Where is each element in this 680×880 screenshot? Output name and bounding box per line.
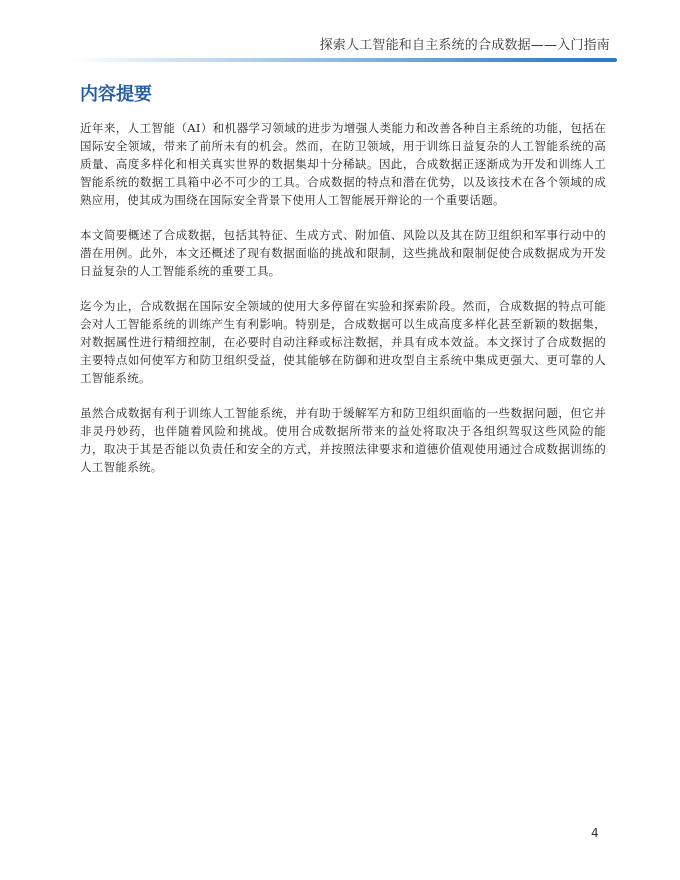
body-text xyxy=(80,119,606,493)
section-title: 内容提要 xyxy=(80,84,152,105)
page-number: 4 xyxy=(591,826,599,840)
paragraph: 本文简要概述了合成数据，包括其特征、生成方式、附加值、风险以及其在防卫组织和军事行动中的潜在用例。此外，本文还概述了现有数据面临的挑战和限制，这些挑战和限制促使合成数据成为开发日益复杂的人工智能系统的重要工具。 xyxy=(80,228,606,278)
paragraph: 迄今为止，合成数据在国际安全领域的使用大多停留在实验和探索阶段。然而，合成数据的特点可能会对人工智能系统的训练产生有利影响。特别是，合成数据可以生成高度多样化甚至新颖的数据集，对数据属性进行精细控制，在必要时自动注释或标注数据，并具有成本效益。本文探讨了合成数据的主要特点如何使军方和防卫组织受益，使其能够在防御和进攻型自主系统中集成更强大、更可靠的人工智能系统。 xyxy=(80,299,606,385)
paragraph: 虽然合成数据有利于训练人工智能系统，并有助于缓解军方和防卫组织面临的一些数据问题，但它并非灵丹妙药，也伴随着风险和挑战。使用合成数据所带来的益处将取决于各组织驾驭这些风险的能力，取决于其是否能以负责任和安全的方式，并按照法律要求和道德价值观使用通过合成数据训练的人工智能系统。 xyxy=(80,406,606,474)
running-header: 探索人工智能和自主系统的合成数据——入门指南 xyxy=(319,38,610,53)
paragraph: 近年来，人工智能（AI）和机器学习领域的进步为增强人类能力和改善各种自主系统的功能，包括在国际安全领域，带来了前所未有的机会。然而，在防卫领域，用于训练日益复杂的人工智能系统的高质量、高度多样化和相关真实世界的数据集却十分稀缺。因此，合成数据正逐渐成为开发和训练人工智能系统的数据工具箱中必不可少的工具。合成数据的特点和潜在优势，以及该技术在各个领域的成熟应用，使其成为围绕在国际安全背景下使用人工智能展开辩论的一个重要话题。 xyxy=(80,121,606,207)
header-divider xyxy=(72,58,617,62)
